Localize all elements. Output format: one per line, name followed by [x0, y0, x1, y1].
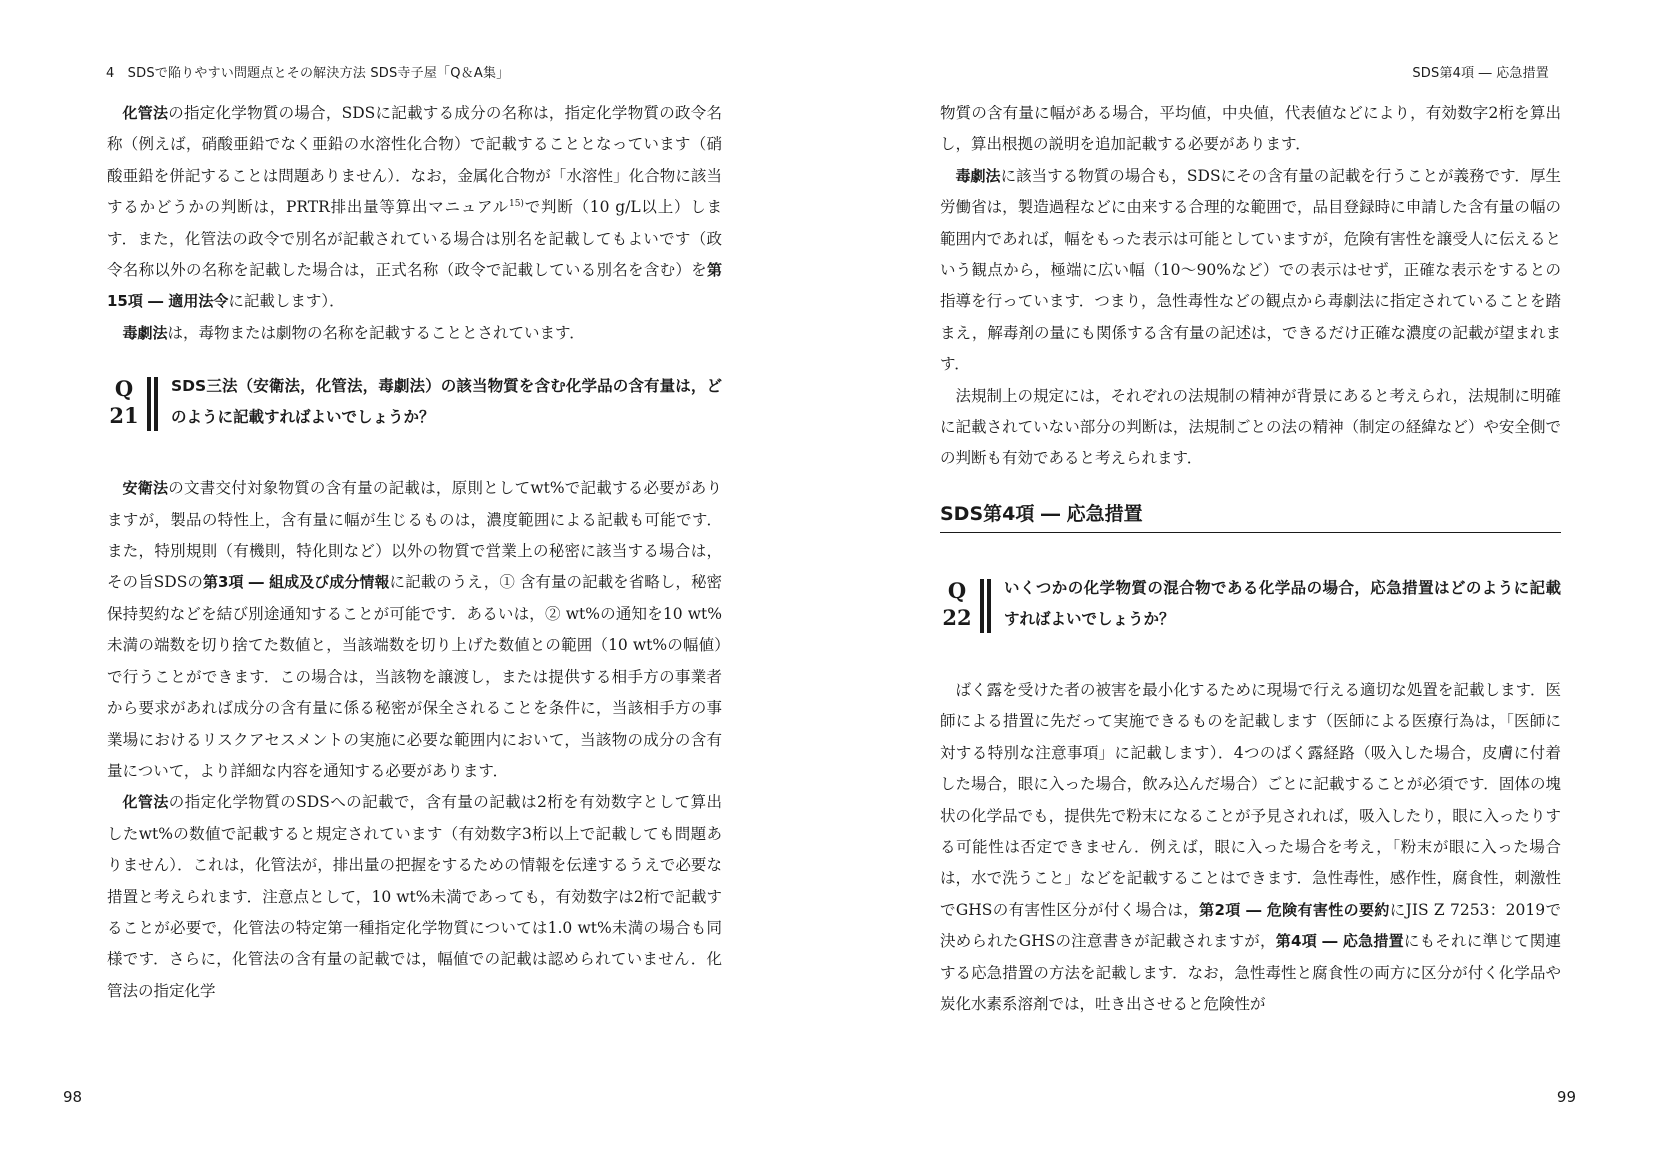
paragraph: 化管法の指定化学物質のSDSへの記載で，含有量の記載は2桁を有効数字として算出したwt%の数値で記載すると規定されています（有効数字3桁以上で記載しても問題ありません）．これは，化管法が，排出量の把握をするための情報を伝達するうえで必要な措置と考えられます．注意点として，10 wt%未満であっても，有効数字は2桁で記載することが必要で，化管法の特定第一種指定化学物質については1.0 wt%未満の場合も同様です．さらに，化管法の含有量の記載では，幅値での記載は認められていません．化管法の指定化学 — [107, 793, 722, 1000]
paragraph: 毒劇法は，毒物または劇物の名称を記載することとされています． — [122, 323, 585, 342]
question-text: いくつかの化学物質の混合物である化学品の場合，応急措置はどのように記載すればよいでしょうか？ — [1004, 578, 1561, 628]
body-text — [107, 98, 722, 1007]
question-text: SDS三法（安衛法，化管法，毒劇法）の該当物質を含む化学品の含有量は，どのように記載すればよいでしょうか？ — [171, 377, 722, 427]
question-number: Q 22 — [942, 577, 972, 630]
keyword: 第3項 ― 組成及び成分情報 — [202, 573, 390, 592]
reference-mark: 15) — [508, 199, 524, 210]
keyword: 安衛法 — [122, 479, 169, 498]
question-bar — [987, 579, 991, 633]
keyword: 化管法 — [122, 104, 169, 122]
body-text — [940, 98, 1561, 1020]
keyword: 第2項 ― 危険有害性の要約 — [1199, 900, 1390, 919]
paragraph: 物質の含有量に幅がある場合，平均値，中央値，代表値などにより，有効数字2桁を算出し，算出根拠の説明を追加記載する必要があります． — [940, 104, 1561, 154]
section-heading: SDS第4項 ― 応急措置 — [940, 499, 1561, 533]
keyword: 第15項 ― 適用法令 — [107, 261, 722, 311]
keyword: 第4項 ― 応急措置 — [1275, 932, 1404, 951]
question-bar — [154, 377, 158, 431]
right-page — [833, 0, 1666, 1162]
paragraph: 法規制上の規定には，それぞれの法規制の精神が背景にあると考えられ，法規制に明確に記載されていない部分の判断は，法規制ごとの法の精神（制定の経緯など）や安全側での判断も有効であると考えられます． — [940, 386, 1561, 468]
question-bar — [980, 579, 984, 633]
question-block — [107, 371, 722, 439]
paragraph: 安衛法の文書交付対象物質の含有量の記載は，原則としてwt%で記載する必要がありますが，製品の特性上，含有量に幅が生じるものは，濃度範囲による記載も可能です．また，特別規則（有機則，特化則など）以外の物質で営業上の秘密に該当する場合は，その旨SDSの第3項 ― 組成及び成分情報に記載のうえ，① 含有量の記載を省略し，秘密保持契約などを結び別途通知することが可能です．あるいは，② wt%の通知を10 wt%未満の端数を切り捨てた数値と，当該端数を切り上げた数値との範囲（10 wt%の幅値）で行うことができます．この場合は，当該物を譲渡し，または提供する相手方の事業者から要求があれば成分の含有量に係る秘密が保全されることを条件に，当該相手方の事業場におけるリスクアセスメントの実施に必要な範囲内において，当該物の成分の含有量について，より詳細な内容を通知する必要があります． — [107, 479, 722, 780]
question-number: Q 21 — [109, 376, 139, 429]
page-number: 99 — [1556, 1088, 1576, 1106]
keyword: 毒劇法 — [122, 323, 168, 342]
question-bar — [147, 377, 151, 431]
paragraph: ばく露を受けた者の被害を最小化するために現場で行える適切な処置を記載します．医師による措置に先だって実施できるものを記載します（医師による医療行為は，「医師に対する特別な注意事項」に記載します）．4つのばく露経路（吸入した場合，皮膚に付着した場合，眼に入った場合，飲み込んだ場合）ごとに記載することが必須です．固体の塊状の化学品でも，提供先で粉末になることが予見されれば，吸入したり，眼に入ったりする可能性は否定できません．例えば，眼に入った場合を考え，「粉末が眼に入った場合は，水で洗うこと」などを記載することはできます．急性毒性，感作性，腐食性，刺激性でGHSの有害性区分が付く場合は，第2項 ― 危険有害性の要約にJIS Z 7253：2019で決められたGHSの注意書きが記載されますが，第4項 ― 応急措置にもそれに準じて関連する応急措置の方法を記載します．なお，急性毒性と腐食性の両方に区分が付く化学品や炭化水素系溶剤では，吐き出させると危険性が — [940, 680, 1561, 1013]
page-number: 98 — [63, 1088, 83, 1106]
keyword: 化管法 — [122, 793, 169, 812]
paragraph: 化管法の指定化学物質の場合，SDSに記載する成分の名称は，指定化学物質の政令名称（例えば，硝酸亜鉛でなく亜鉛の水溶性化合物）で記載することとなっています（硝酸亜鉛を併記することは問題ありません）．なお，金属化合物が「水溶性」化合物に該当するかどうかの判断は，PRTR排出量等算出マニュアル$^{15)}$で判断（10 g/L以上）します．また，化管法の政令で別名が記載されている場合は別名を記載してもよいです（政令名称以外の名称を記載した場合は，正式名称（政令で記載している別名を含む）を第15項 ― 適用法令に記載します）． — [107, 104, 723, 311]
running-head: SDS第4項 ― 応急措置 — [1412, 66, 1549, 81]
paragraph: 毒劇法に該当する物質の場合も，SDSにその含有量の記載を行うことが義務です．厚生労働省は，製造過程などに由来する合理的な範囲で，品目登録時に申請した含有量の幅の範囲内であれば，幅をもった表示は可能としていますが，危険有害性を譲受人に伝えるという観点から，極端に広い幅（10～90%など）での表示はせず，正確な表示をするとの指導を行っています．つまり，急性毒性などの観点から毒劇法に指定されていることを踏まえ，解毒剤の量にも関係する含有量の記述は，できるだけ正確な濃度の記載が望まれます． — [940, 166, 1561, 374]
keyword: 毒劇法 — [955, 166, 1001, 185]
question-block — [940, 573, 1561, 641]
running-head: 4 SDSで陥りやすい問題点とその解決方法 SDS寺子屋「Q＆A集」 — [106, 66, 510, 81]
